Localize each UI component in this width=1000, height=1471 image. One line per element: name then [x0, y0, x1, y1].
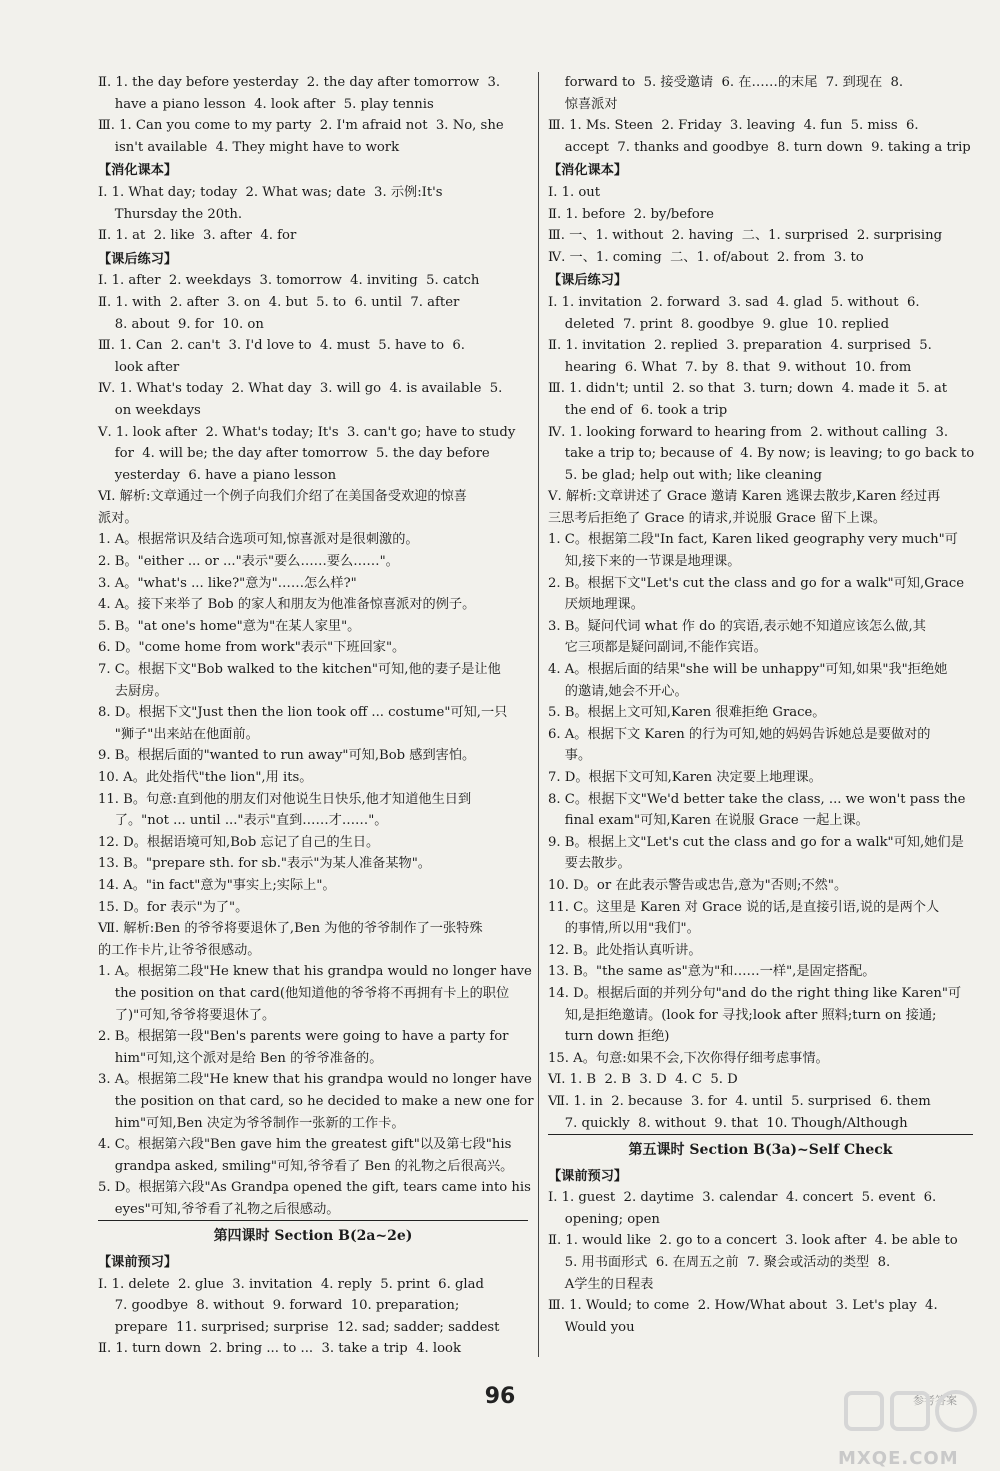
answer-line: him"可知,这个派对是给 Ben 的爷爷准备的。 [98, 1050, 383, 1066]
answer-line: Ⅱ. 1. the day before yesterday 2. the day after tomorrow 3. [98, 75, 501, 90]
answer-line: 4. A。根据后面的结果"she will be unhappy"可知,如果"我"拒绝她 [548, 662, 948, 678]
answer-line: prepare 11. surprised; surprise 12. sad; sadder; saddest [98, 1319, 500, 1335]
answer-line: grandpa asked, smiling"可知,爷爷看了 Ben 的礼物之后很高兴。 [98, 1158, 514, 1174]
page-number: 96 [484, 1384, 516, 1409]
left-answer-column [98, 72, 534, 1360]
answer-line: Ⅱ. 1. with 2. after 3. on 4. but 5. to 6. until 7. after [98, 294, 460, 310]
answer-line: 12. B。此处指认真听讲。 [548, 942, 702, 958]
answer-line: deleted 7. print 8. goodbye 9. glue 10. replied [548, 316, 890, 332]
answer-line: Ⅳ. 一、1. coming 二、1. of/about 2. from 3. to [548, 249, 864, 265]
answer-line: 1. C。根据第二段"In fact, Karen liked geography very much"可 [548, 532, 958, 548]
answer-line: 的邀请,她会不开心。 [548, 683, 688, 699]
answer-line: on weekdays [98, 402, 201, 418]
answer-line: Ⅱ. 1. turn down 2. bring ... to ... 3. take a trip 4. look [98, 1341, 461, 1357]
answer-line: 7. C。根据下文"Bob walked to the kitchen"可知,他的妻子是让他 [98, 662, 501, 678]
answer-line: final exam"可知,Karen 在说服 Grace 一起上课。 [548, 813, 869, 829]
answer-line: 12. D。根据语境可知,Bob 忘记了自己的生日。 [98, 834, 380, 850]
answer-line: turn down 拒绝) [548, 1029, 670, 1045]
answer-line: 8. about 9. for 10. on [98, 316, 264, 332]
answer-line: 5. B。根据上文可知,Karen 很难拒绝 Grace。 [548, 705, 826, 721]
answer-line: 知,是拒绝邀请。(look for 寻找;look after 照料;turn on 接通; [548, 1007, 937, 1023]
answer-line: Ⅰ. 1. guest 2. daytime 3. calendar 4. concert 5. event 6. [548, 1190, 937, 1206]
answer-line: 9. B。根据后面的"wanted to run away"可知,Bob 感到害怕。 [98, 748, 476, 764]
answer-line: Ⅶ. 解析:Ben 的爷爷将要退休了,Ben 为他的爷爷制作了一张特殊 [98, 921, 483, 937]
answer-line: Ⅳ. 1. looking forward to hearing from 2. without calling 3. [548, 424, 949, 440]
answer-line: him"可知,Ben 决定为爷爷制作一张新的工作卡。 [98, 1115, 405, 1131]
answer-line: 去厨房。 [98, 683, 168, 699]
answer-line: hearing 6. What 7. by 8. that 9. without 10. from [548, 359, 912, 375]
answer-line: 7. quickly 8. without 9. that 10. Though/Although [548, 1115, 908, 1131]
answer-line: Ⅱ. 1. before 2. by/before [548, 206, 714, 222]
lesson-title: 第五课时 Section B(3a)~Self Check [628, 1142, 893, 1159]
answer-line: Ⅰ. 1. out [548, 184, 601, 200]
section-heading: 【课前预习】 [548, 1168, 628, 1184]
right-answer-column [548, 72, 973, 1338]
answer-line: the position on that card(他知道他的爷爷将不再拥有卡上的职位 [98, 985, 510, 1001]
watermark-text: MXQE.COM [838, 1448, 959, 1469]
answer-line: 的工作卡片,让爷爷很感动。 [98, 942, 261, 958]
answer-line: 10. A。此处指代"the lion",用 its。 [98, 770, 313, 785]
answer-line: 15. D。for 表示"为了"。 [98, 899, 249, 915]
answer-line: 1. A。根据第二段"He knew that his grandpa would no longer have [98, 964, 532, 980]
answer-line: 14. D。根据后面的并列分句"and do the right thing like Karen"可 [548, 985, 962, 1001]
answer-line: Ⅲ. 1. Ms. Steen 2. Friday 3. leaving 4. fun 5. miss 6. [548, 118, 919, 134]
answer-line: Ⅰ. 1. What day; today 2. What was; date 3. 示例:It's [98, 184, 443, 200]
section-rule [98, 1220, 528, 1221]
answer-line: 7. goodbye 8. without 9. forward 10. preparation; [98, 1298, 460, 1314]
answer-line: 14. A。"in fact"意为"事实上;实际上"。 [98, 877, 336, 893]
answer-line: opening; open [548, 1211, 660, 1227]
answer-line: 1. A。根据常识及结合选项可知,惊喜派对是很刺激的。 [98, 532, 419, 548]
answer-line: Ⅲ. 1. Can 2. can't 3. I'd love to 4. must 5. have to 6. [98, 338, 466, 354]
answer-line: Ⅵ. 解析:文章通过一个例子向我们介绍了在美国备受欢迎的惊喜 [98, 489, 467, 505]
answer-line: "狮子"出来站在他面前。 [98, 726, 259, 742]
answer-line: 了)"可知,爷爷将要退休了。 [98, 1007, 276, 1023]
answer-line: 6. D。"come home from work"表示"下班回家"。 [98, 640, 406, 656]
answer-line: 5. be glad; help out with; like cleaning [548, 467, 822, 483]
answer-line: forward to 5. 接受邀请 6. 在……的末尾 7. 到现在 8. [548, 75, 904, 90]
answer-line: 5. D。根据第六段"As Grandpa opened the gift, tears came into his [98, 1180, 531, 1196]
answer-line: look after [98, 359, 180, 375]
answer-line: 惊喜派对 [548, 96, 618, 112]
answer-line: 3. A。"what's ... like?"意为"……怎么样?" [98, 575, 357, 591]
answer-line: Ⅶ. 1. in 2. because 3. for 4. until 5. surprised 6. them [548, 1093, 931, 1109]
answer-line: Ⅰ. 1. delete 2. glue 3. invitation 4. reply 5. print 6. glad [98, 1276, 484, 1292]
answer-line: eyes"可知,爷爷看了礼物之后很感动。 [98, 1201, 340, 1217]
answer-line: Thursday the 20th. [98, 206, 243, 222]
answer-line: Ⅲ. 1. Can you come to my party 2. I'm afraid not 3. No, she [98, 118, 504, 134]
section-heading: 【消化课本】 [98, 163, 178, 179]
answer-line: accept 7. thanks and goodbye 8. turn down 9. taking a trip [548, 139, 971, 155]
answer-line: 11. B。句意:直到他的朋友们对他说生日快乐,他才知道他生日到 [98, 791, 472, 807]
answer-line: yesterday 6. have a piano lesson [98, 467, 337, 483]
answer-line: 厌烦地理课。 [548, 597, 644, 613]
answer-line: 4. C。根据第六段"Ben gave him the greatest gift"以及第七段"his [98, 1137, 512, 1153]
answer-line: 了。"not ... until ..."表示"直到……才……"。 [98, 813, 388, 829]
answer-line: Ⅳ. 1. What's today 2. What day 3. will go 4. is available 5. [98, 381, 503, 397]
answer-line: have a piano lesson 4. look after 5. play tennis [98, 96, 434, 112]
section-rule [548, 1134, 973, 1135]
answer-line: 2. B。根据第一段"Ben's parents were going to have a party for [98, 1029, 509, 1045]
answer-line: 13. B。"the same as"意为"和……一样",是固定搭配。 [548, 964, 876, 980]
answer-line: Ⅲ. 1. Would; to come 2. How/What about 3. Let's play 4. [548, 1298, 938, 1314]
answer-line: 3. B。疑问代词 what 作 do 的宾语,表示她不知道应该怎么做,其 [548, 618, 926, 634]
answer-line: 派对。 [98, 510, 138, 526]
answer-line: 要去散步。 [548, 856, 631, 872]
answer-line: 9. B。根据上文"Let's cut the class and go for a walk"可知,她们是 [548, 834, 964, 850]
section-heading: 【课后练习】 [548, 273, 628, 289]
answer-line: take a trip to; because of 4. By now; is leaving; to go back to [548, 446, 975, 462]
answer-line: 它三项都是疑问副词,不能作宾语。 [548, 640, 767, 656]
answer-line: Ⅴ. 1. look after 2. What's today; It's 3. can't go; have to study [98, 424, 516, 440]
answer-line: A学生的日程表 [548, 1276, 654, 1292]
answer-line: 8. C。根据下文"We'd better take the class, ... we won't pass the [548, 791, 966, 807]
answer-line: Ⅴ. 解析:文章讲述了 Grace 邀请 Karen 逃课去散步,Karen 经过再 [548, 489, 941, 505]
answer-line: for 4. will be; the day after tomorrow 5. the day before [98, 446, 490, 462]
answer-line: the position on that card, so he decided to make a new one for [98, 1093, 534, 1109]
answer-line: 5. 用书面形式 6. 在周五之前 7. 聚会或活动的类型 8. [548, 1255, 891, 1271]
column-divider [538, 72, 539, 1357]
answer-line: Ⅲ. 一、1. without 2. having 二、1. surprised 2. surprising [548, 228, 943, 244]
answer-line: 3. A。根据第二段"He knew that his grandpa would no longer have [98, 1072, 532, 1088]
answer-line: 事。 [548, 748, 592, 764]
answer-line: 2. B。"either ... or ..."表示"要么……要么……"。 [98, 554, 399, 570]
section-heading: 【消化课本】 [548, 163, 628, 179]
answer-line: 的事情,所以用"我们"。 [548, 921, 700, 937]
answer-line: 10. D。or 在此表示警告或忠告,意为"否则;不然"。 [548, 877, 848, 893]
answer-line: 7. D。根据下文可知,Karen 决定要上地理课。 [548, 770, 822, 785]
answer-line: 6. A。根据下文 Karen 的行为可知,她的妈妈告诉她总是要做对的 [548, 726, 931, 742]
answer-line: Ⅱ. 1. invitation 2. replied 3. preparation 4. surprised 5. [548, 338, 932, 354]
answer-line: Ⅱ. 1. would like 2. go to a concert 3. look after 4. be able to [548, 1233, 958, 1249]
answer-line: Ⅰ. 1. invitation 2. forward 3. sad 4. glad 5. without 6. [548, 294, 920, 310]
answer-line: 知,接下来的一节课是地理课。 [548, 554, 741, 570]
lesson-title: 第四课时 Section B(2a~2e) [213, 1228, 413, 1245]
answer-line: Ⅵ. 1. B 2. B 3. D 4. C 5. D [548, 1072, 738, 1088]
answer-line: isn't available 4. They might have to work [98, 139, 400, 155]
answer-line: 8. D。根据下文"Just then the lion took off ... costume"可知,一只 [98, 705, 508, 721]
footer-label: 参考答案 [913, 1394, 957, 1407]
section-heading: 【课前预习】 [98, 1255, 178, 1271]
answer-line: 15. A。句意:如果不会,下次你得仔细考虑事情。 [548, 1050, 829, 1066]
answer-line: 2. B。根据下文"Let's cut the class and go for a walk"可知,Grace [548, 575, 965, 591]
answer-line: Ⅱ. 1. at 2. like 3. after 4. for [98, 228, 297, 244]
answer-line: the end of 6. took a trip [548, 402, 728, 418]
section-heading: 【课后练习】 [98, 251, 178, 267]
answer-line: Ⅰ. 1. after 2. weekdays 3. tomorrow 4. inviting 5. catch [98, 273, 480, 289]
answer-line: 三思考后拒绝了 Grace 的请求,并说服 Grace 留下上课。 [548, 510, 887, 526]
answer-line: 5. B。"at one's home"意为"在某人家里"。 [98, 618, 361, 634]
answer-line: Would you [548, 1319, 635, 1335]
answer-line: 4. A。接下来举了 Bob 的家人和朋友为他准备惊喜派对的例子。 [98, 597, 476, 613]
answer-line: 11. C。这里是 Karen 对 Grace 说的话,是直接引语,说的是两个人 [548, 899, 940, 915]
answer-line: Ⅲ. 1. didn't; until 2. so that 3. turn; down 4. made it 5. at [548, 381, 948, 397]
answer-line: 13. B。"prepare sth. for sb."表示"为某人准备某物"。 [98, 856, 431, 872]
